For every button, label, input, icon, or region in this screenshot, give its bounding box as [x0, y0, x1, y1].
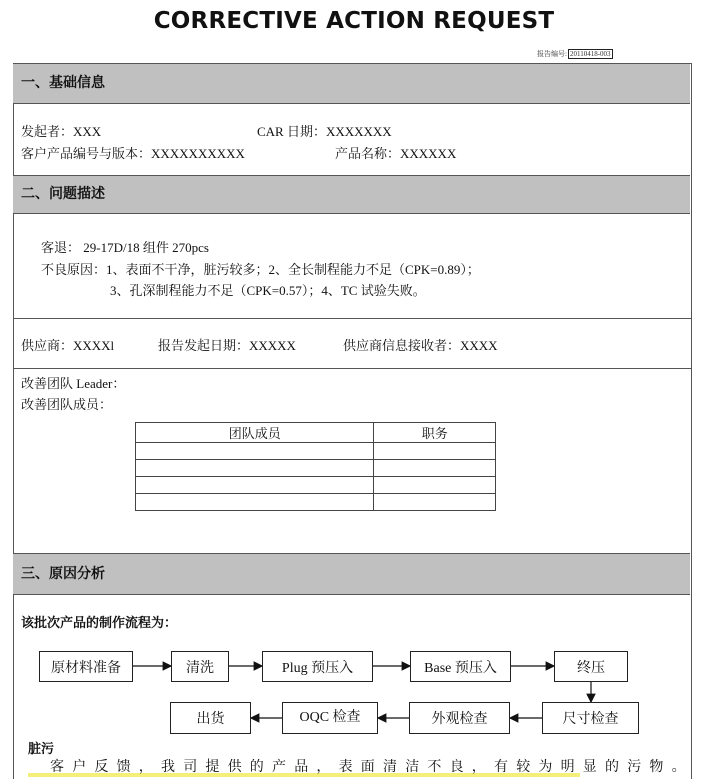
defect-line-2: 3、孔深制程能力不足（CPK=0.57）；4、TC 试验失败。 — [110, 283, 426, 298]
initiator: 发起者：XXX — [21, 124, 102, 139]
flow-step-final-press: 终压 — [554, 651, 628, 682]
flow-step-base-press: Base 预压入 — [410, 651, 511, 682]
info-receiver: 供应商信息接收者：XXXX — [343, 338, 498, 353]
report-date: 报告发起日期：XXXXX — [158, 338, 296, 353]
report-number-value: 20110418-003 — [569, 50, 611, 58]
report-number-label: 报告编号: — [537, 50, 567, 58]
flow-step-ship: 出货 — [170, 702, 251, 734]
page-title: CORRECTIVE ACTION REQUEST — [153, 8, 555, 34]
defect-line-1: 不良原因：1、表面不干净，脏污较多；2、全长制程能力不足（CPK=0.89）； — [41, 262, 480, 277]
flow-step-raw-material: 原材料准备 — [39, 651, 133, 682]
flow-step-dimension-check: 尺寸检查 — [542, 702, 639, 734]
team-members-label: 改善团队成员： — [21, 397, 113, 412]
section-problem-header: 二、问题描述 — [13, 175, 690, 214]
dirt-heading: 脏污 — [28, 741, 55, 756]
process-intro: 该批次产品的制作流程为： — [21, 615, 178, 630]
car-date: CAR 日期：XXXXXXX — [257, 124, 392, 139]
section-cause-analysis-header: 三、原因分析 — [13, 553, 690, 595]
supplier: 供应商：XXXXl — [21, 338, 115, 353]
flow-step-oqc-check — [282, 702, 378, 734]
product-code: 客户产品编号与版本：XXXXXXXXXX — [21, 146, 245, 161]
flow-step-plug-press: Plug 预压入 — [262, 651, 373, 682]
table-header-member: 团队成员 — [136, 423, 374, 443]
flow-step-visual-check: 外观检查 — [409, 702, 510, 734]
flow-step-oqc-label: OQC 检查 — [299, 710, 361, 725]
flow-step-cleaning: 清洗 — [171, 651, 229, 682]
section-basic-info-header: 一、基础信息 — [13, 63, 690, 104]
dirt-description: 客户反馈，我司提供的产品，表面清洁不良，有较为明显的污物。 — [50, 760, 694, 775]
product-name: 产品名称：XXXXXX — [335, 146, 457, 161]
table-header-role: 职务 — [374, 423, 496, 443]
team-leader: 改善团队 Leader： — [21, 376, 126, 391]
return-info: 客退： 29-17D/18 组件 270pcs — [41, 240, 209, 255]
